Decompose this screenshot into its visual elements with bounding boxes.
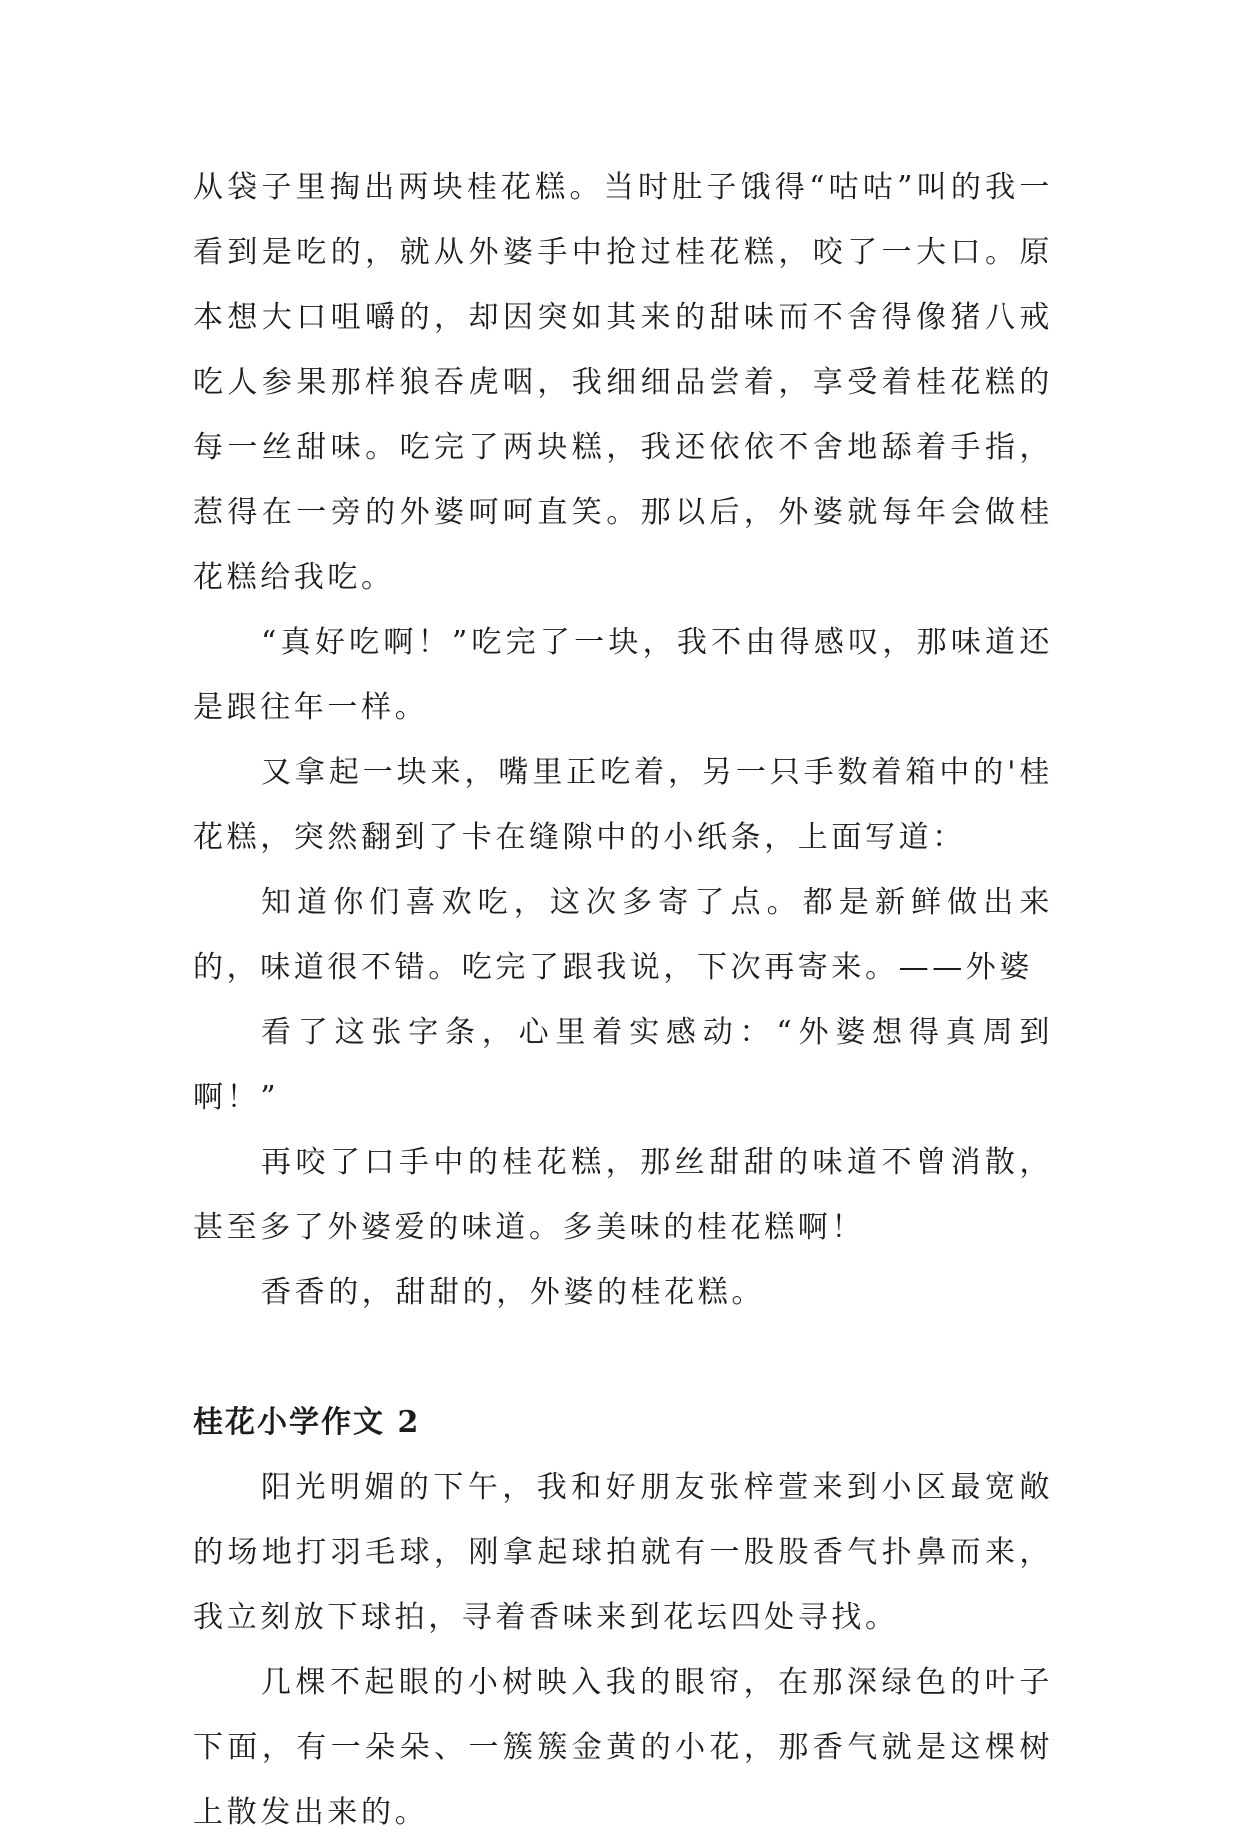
paragraph-closing: 香香的，甜甜的，外婆的桂花糕。	[261, 1275, 765, 1310]
paragraph-afternoon: 阳光明媚的下午，我和好朋友张梓萱来到小区最宽敞的场地打羽毛球，刚拿起球拍就有一股股香气扑鼻而来，我立刻放下球拍，寻着香味来到花坛四处寻找。	[193, 1470, 1053, 1635]
paragraph-touched: 看了这张字条，心里着实感动：“外婆想得真周到啊！”	[193, 1015, 1053, 1115]
document-body	[193, 155, 1053, 1845]
paragraph-note-text: 知道你们喜欢吃，这次多寄了点。都是新鲜做出来的，味道很不错。吃完了跟我说，下次再寄来。——外婆	[193, 885, 1053, 985]
paragraph-continued: 从袋子里掏出两块桂花糕。当时肚子饿得“咕咕”叫的我一看到是吃的，就从外婆手中抢过桂花糕，咬了一大口。原本想大口咀嚼的，却因突如其来的甜味而不舍得像猪八戒吃人参果那样狼吞虎咽，我细细品尝着，享受着桂花糕的每一丝甜味。吃完了两块糕，我还依依不舍地舔着手指，惹得在一旁的外婆呵呵直笑。那以后，外婆就每年会做桂花糕给我吃。	[193, 170, 1053, 595]
paragraph-trees: 几棵不起眼的小树映入我的眼帘，在那深绿色的叶子下面，有一朵朵、一簇簇金黄的小花，那香气就是这棵树上散发出来的。	[193, 1665, 1053, 1830]
essay-heading: 桂花小学作文 2	[193, 1405, 421, 1440]
paragraph-exclamation: “真好吃啊！”吃完了一块，我不由得感叹，那味道还是跟往年一样。	[193, 625, 1053, 725]
paragraph-note-found: 又拿起一块来，嘴里正吃着，另一只手数着箱中的'桂花糕，突然翻到了卡在缝隙中的小纸条，上面写道：	[193, 755, 1053, 855]
paragraph-another-bite: 再咬了口手中的桂花糕，那丝甜甜的味道不曾消散，甚至多了外婆爱的味道。多美味的桂花糕啊！	[193, 1145, 1053, 1245]
